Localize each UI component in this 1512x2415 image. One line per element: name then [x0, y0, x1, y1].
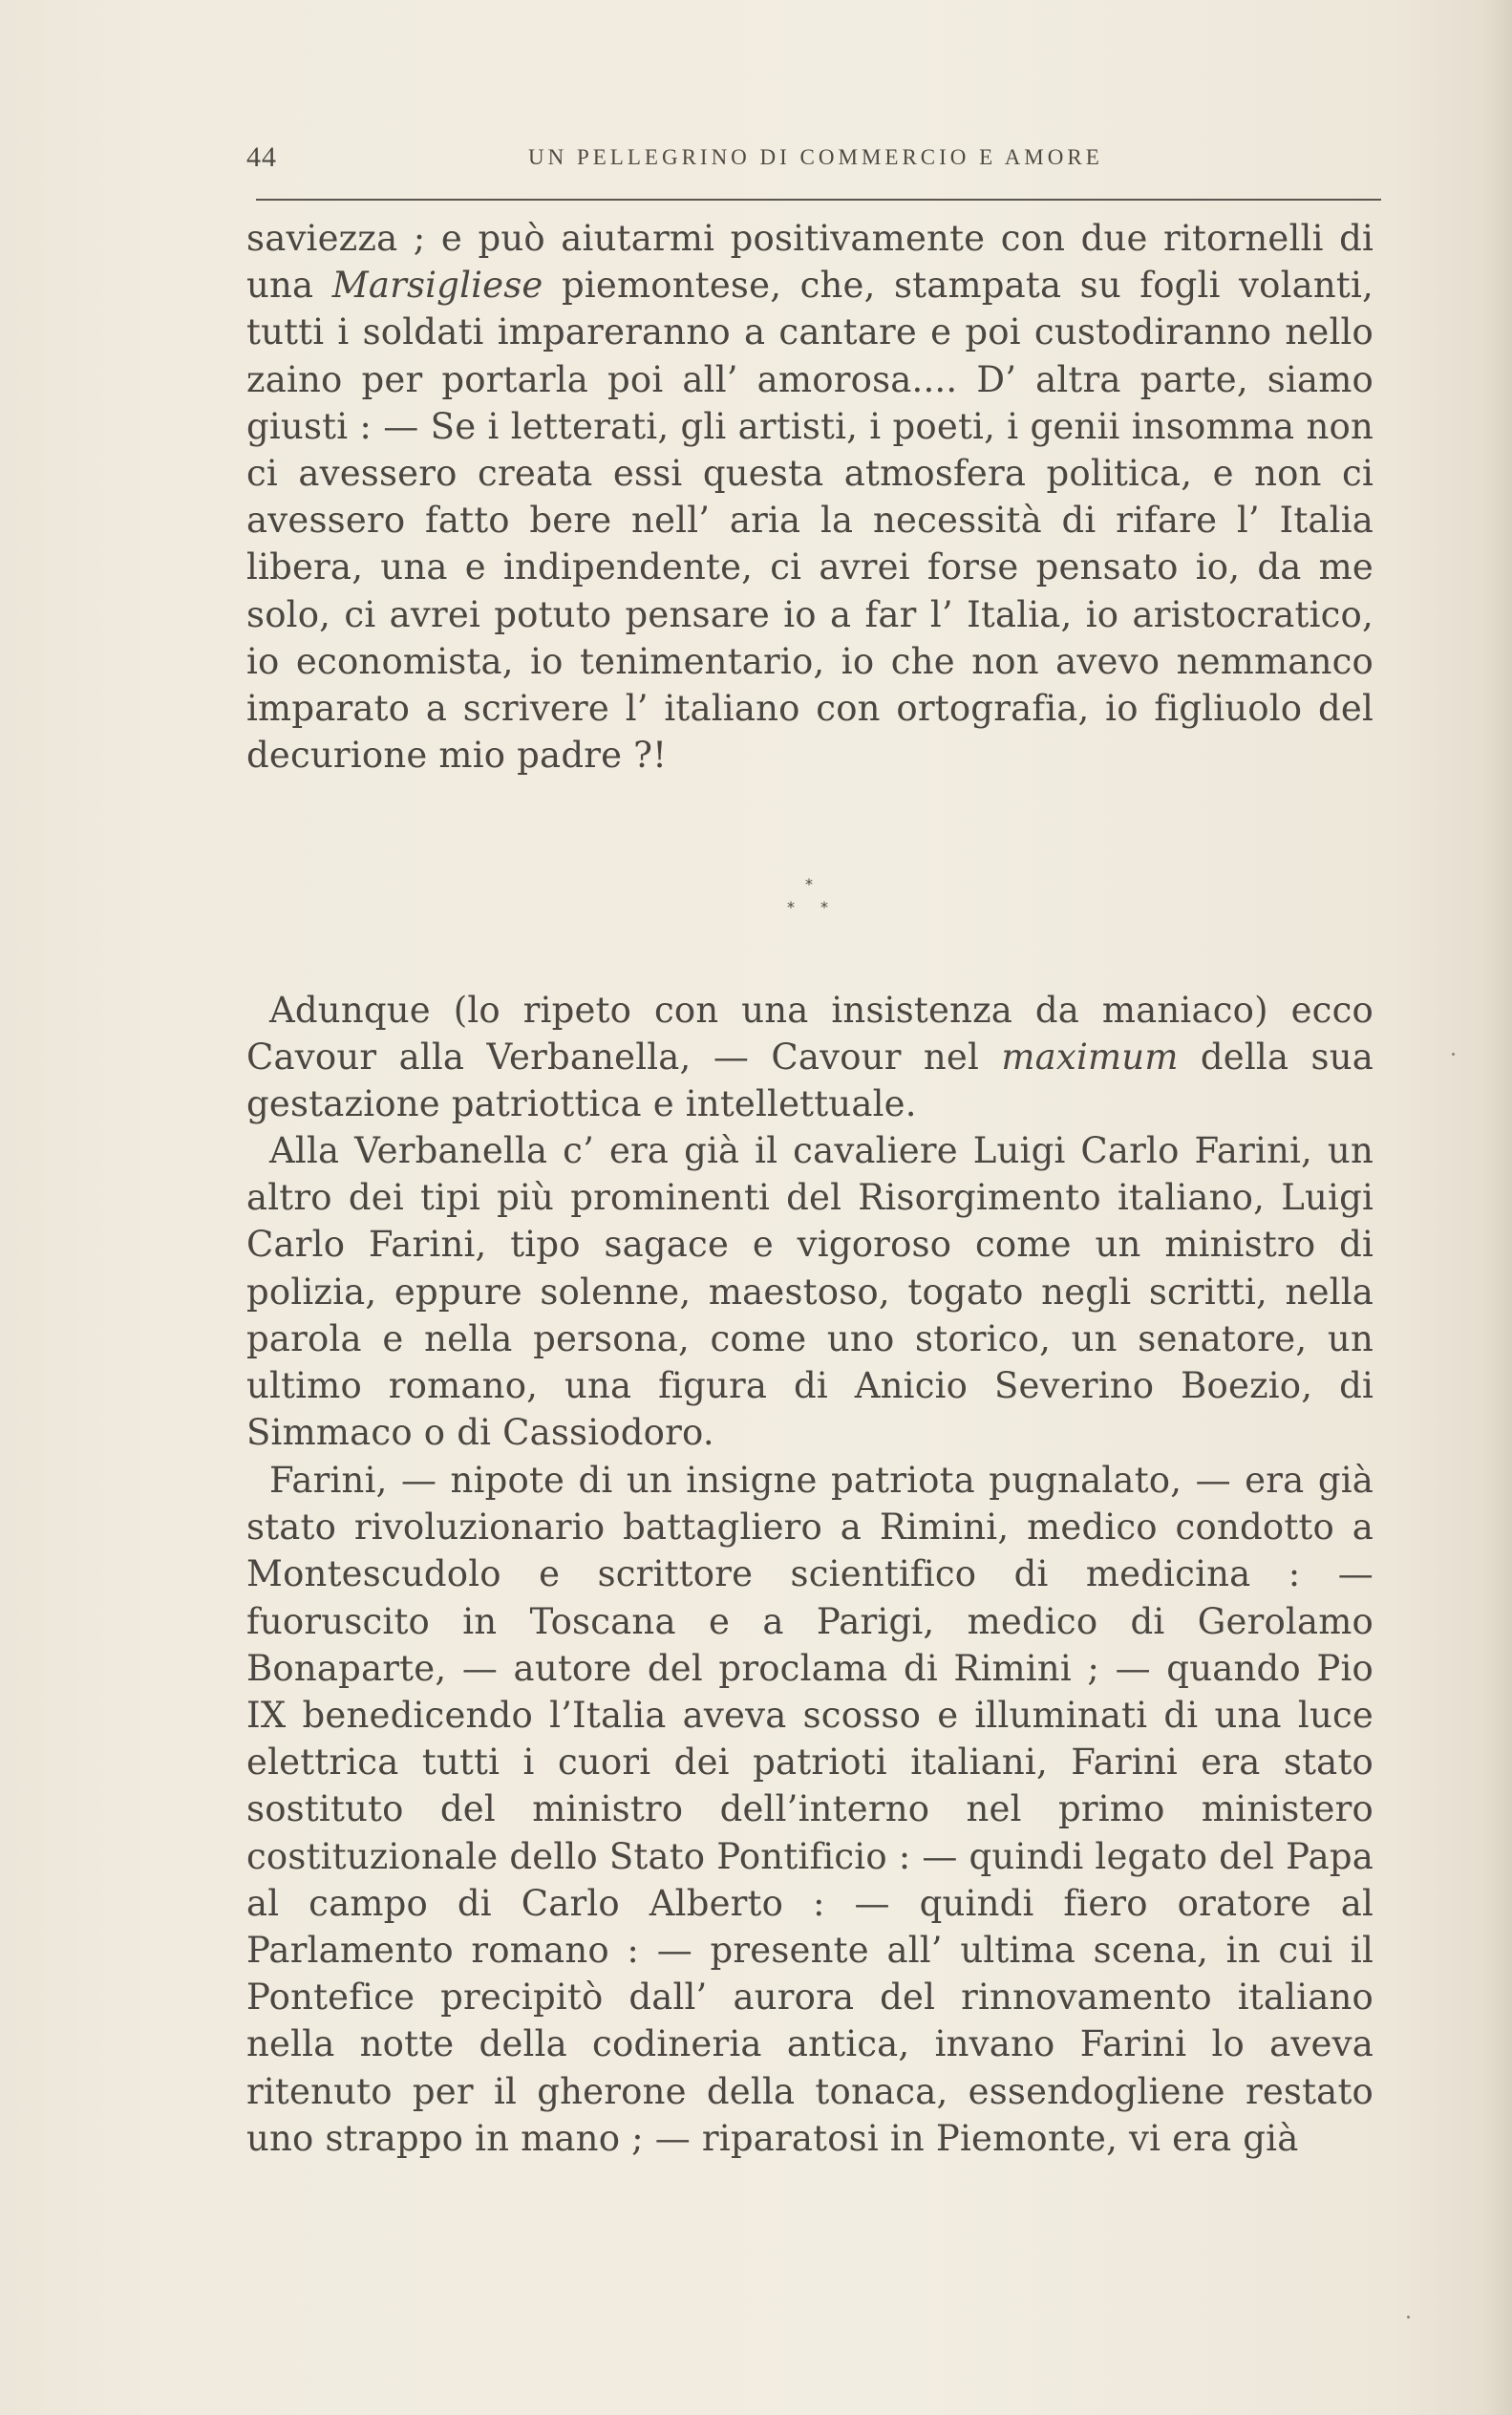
paragraph-2: [246, 987, 1374, 1128]
paragraph-1: [246, 215, 1374, 779]
paragraph-2-text-a: Adunque (lo ripeto con una insistenza da maniaco) ecco Cavour alla Verbanella, — Cavour nel: [246, 990, 1374, 1079]
header-rule: [256, 199, 1381, 201]
asterism-star-right: *: [820, 898, 828, 916]
paragraph-4-text: Farini, — nipote di un insigne patriota pugnalato, — era già stato rivoluzionario battagliero a Rimini, medico condotto a Montescudolo e scrittore scientifico di medicina : — fuoruscito in Toscana e a Parigi, medico di Gerolamo Bonaparte, — autore del proclama di Rimini ; — quando Pio IX benedicendo l’Italia aveva scosso e illuminati di una luce elettrica tutti i cuori dei patrioti italiani, Farini era stato sostituto del ministro dell’interno nel primo ministero costituzionale dello Stato Pontificio : — quindi legato del Papa al campo di Carlo Alberto : — quindi fiero oratore al Parlamento romano : — presente all’ ultima scena, in cui il Pontefice precipitò dall’ aurora del rinnovamento italiano nella notte della codineria antica, invano Farini lo aveva ritenuto per il gherone della tonaca, essendogliene restato uno strappo in mano ; — riparatosi in Piemonte, vi era già: [246, 1460, 1374, 2159]
paragraph-2-text-c: della sua gestazione patriottica e intellettuale.: [246, 1037, 1374, 1125]
page-edge-shadow: [1483, 0, 1512, 2415]
page-number: 44: [246, 141, 277, 173]
paper-speck: [1452, 1053, 1455, 1056]
paragraph-2-italic: maximum: [1001, 1037, 1179, 1079]
paragraph-1-text-a: saviezza ; e può aiutarmi positivamente con due ritornelli di una: [246, 218, 1374, 307]
paragraph-3-text: Alla Verbanella c’ era già il cavaliere Luigi Carlo Farini, un altro dei tipi più prominenti del Risorgimento italiano, Luigi Carlo Farini, tipo sagace e vigoroso come un ministro di polizia, eppure solenne, maestoso, togato negli scritti, nella parola e nella persona, come uno storico, un senatore, un ultimo romano, una figura di Anicio Severino Boezio, di Simmaco o di Cassiodoro.: [246, 1130, 1374, 1454]
asterism-star-left: *: [787, 898, 795, 916]
paragraph-4: [246, 1457, 1374, 2162]
paragraph-1-italic: Marsigliese: [331, 265, 543, 307]
page-header: [246, 141, 1383, 180]
paragraph-1-text-c: piemontese, che, stampata su fogli volanti, tutti i soldati impareranno a cantare e poi custodiranno nello zaino per portarla poi all’ amorosa.... D’ altra parte, siamo giusti : — Se i letterati, gli artisti, i poeti, i genii insomma non ci avessero creata essi questa atmosfera politica, e non ci avessero fatto bere nell’ aria la necessità di rifare l’ Italia libera, una e indipendente, ci avrei forse pensato io, da me solo, ci avrei potuto pensare io a far l’ Italia, io aristocratico, io economista, io tenimentario, io che non avevo nemmanco imparato a scrivere l’ italiano con ortografia, io figliuolo del decurione mio padre ?!: [246, 265, 1374, 777]
asterism-star-top: *: [805, 875, 813, 893]
asterism: [755, 871, 831, 929]
running-title: UN PELLEGRINO DI COMMERCIO E AMORE: [528, 145, 1103, 169]
paragraph-3: [246, 1127, 1374, 1456]
paper-speck: [1407, 2316, 1410, 2319]
